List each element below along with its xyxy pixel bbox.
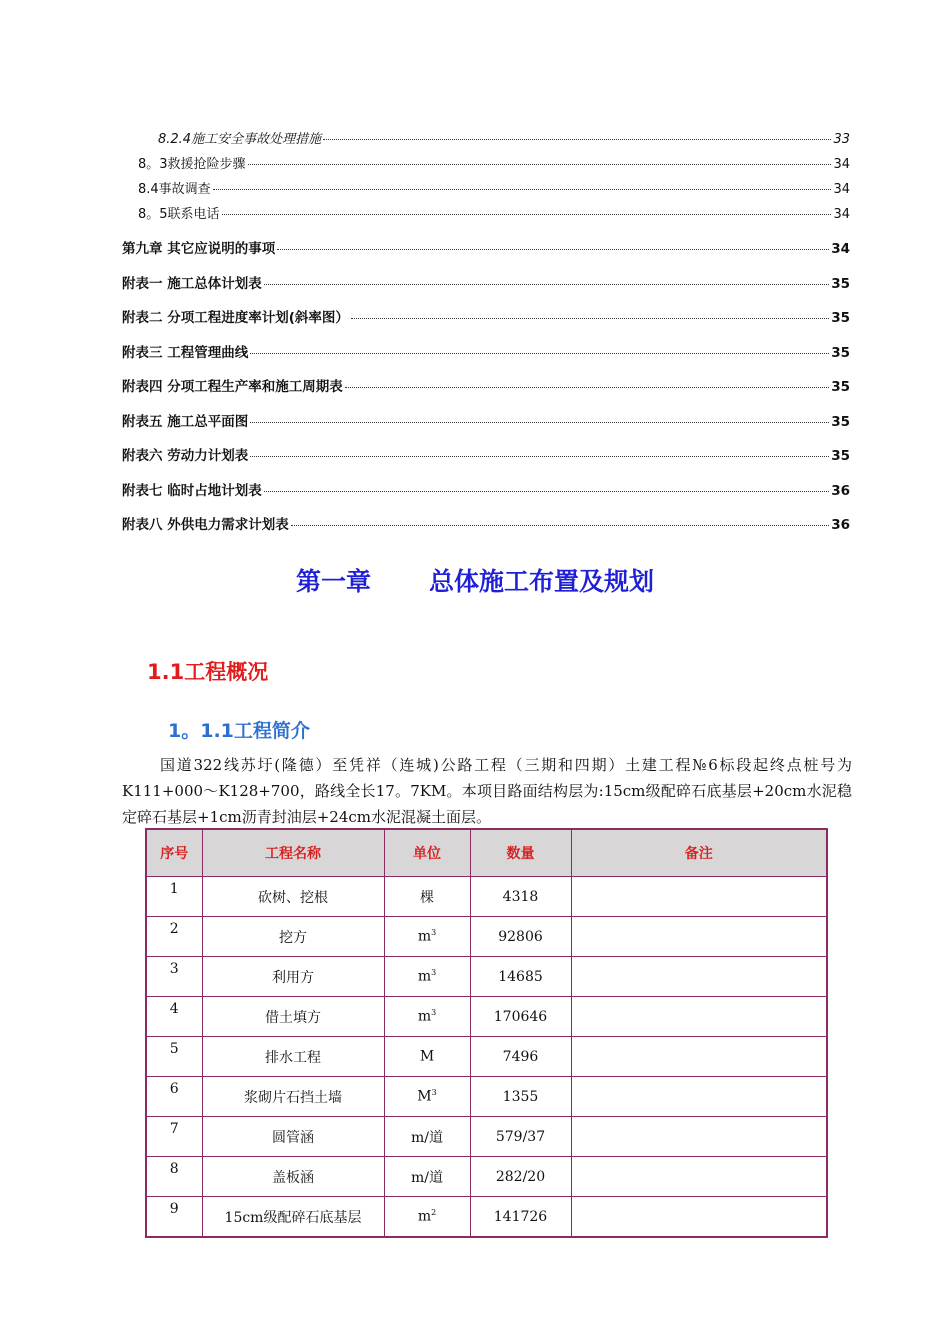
column-header: 单位: [384, 829, 470, 877]
column-header: 工程名称: [202, 829, 384, 877]
toc-leader-dots: [213, 189, 832, 190]
note-cell: [571, 877, 827, 917]
toc-entry[interactable]: [122, 375, 850, 395]
toc-leader-dots: [250, 422, 829, 423]
note-cell: [571, 1197, 827, 1238]
item-name-cell: 利用方: [202, 957, 384, 997]
unit-cell: m/道: [384, 1157, 470, 1197]
unit-cell: m/道: [384, 1117, 470, 1157]
column-header: 序号: [146, 829, 202, 877]
toc-entry[interactable]: [138, 153, 850, 172]
toc-entry-label: 8.4事故调查: [138, 182, 211, 197]
toc-leader-dots: [250, 456, 829, 457]
note-cell: [571, 1117, 827, 1157]
note-cell: [571, 1157, 827, 1197]
toc-entry[interactable]: [138, 178, 850, 197]
unit-exponent: 3: [431, 1088, 437, 1098]
toc-entry[interactable]: [122, 479, 850, 499]
row-number-cell: 2: [146, 917, 202, 957]
chapter-heading: 总体施工布置及规划: [429, 567, 655, 596]
note-cell: [571, 997, 827, 1037]
item-name-cell: 借土填方: [202, 997, 384, 1037]
quantity-cell: 1355: [470, 1077, 571, 1117]
quantity-cell: 579/37: [470, 1117, 571, 1157]
toc-leader-dots: [264, 284, 830, 285]
quantity-table: [145, 828, 828, 1238]
toc-entry[interactable]: [122, 513, 850, 533]
note-cell: [571, 1077, 827, 1117]
quantity-cell: 141726: [470, 1197, 571, 1238]
toc-page-number: 35: [831, 414, 850, 430]
unit-cell: $m^3$: [384, 957, 470, 997]
table-row: [146, 957, 827, 997]
note-cell: [571, 957, 827, 997]
toc-page-number: 34: [831, 241, 850, 257]
toc-entry-label: 附表一 施工总体计划表: [122, 276, 262, 292]
item-name-cell: 排水工程: [202, 1037, 384, 1077]
row-number-cell: 9: [146, 1197, 202, 1238]
quantity-cell: 170646: [470, 997, 571, 1037]
toc-entry[interactable]: [138, 203, 850, 222]
toc-entry-label: 附表六 劳动力计划表: [122, 448, 249, 464]
quantity-cell: 7496: [470, 1037, 571, 1077]
quantity-cell: 4318: [470, 877, 571, 917]
toc-entry-label: 附表八 外供电力需求计划表: [122, 517, 289, 533]
toc-page-number: 36: [831, 483, 850, 499]
unit-exponent: 2: [431, 1208, 437, 1218]
column-header: 数量: [470, 829, 571, 877]
toc-leader-dots: [248, 164, 832, 165]
toc-leader-dots: [264, 491, 830, 492]
toc-entry-label: 附表四 分项工程生产率和施工周期表: [122, 379, 343, 395]
unit-cell: $m^3$: [384, 917, 470, 957]
toc-leader-dots: [291, 525, 830, 526]
unit-exponent: 3: [431, 928, 437, 938]
toc-page-number: 34: [833, 207, 850, 222]
row-number-cell: 7: [146, 1117, 202, 1157]
toc-leader-dots: [250, 353, 829, 354]
unit-cell: M: [384, 1037, 470, 1077]
toc-entry[interactable]: [122, 410, 850, 430]
intro-paragraph: 国道322线苏圩(隆德）至凭祥（连城)公路工程（三期和四期）土建工程№6标段起终点桩号为K111+000～K128+700，路线全长17。7KM。本项目路面结构层为:15cm级配碎石底基层+20cm水泥稳定碎石基层+1cm沥青封油层+24cm水泥混凝土面层。: [122, 756, 852, 826]
note-cell: [571, 1037, 827, 1077]
item-name-cell: 盖板涵: [202, 1157, 384, 1197]
toc-page-number: 35: [831, 345, 850, 361]
row-number-cell: 3: [146, 957, 202, 997]
row-number-cell: 8: [146, 1157, 202, 1197]
toc-entry-label: 第九章 其它应说明的事项: [122, 241, 276, 257]
toc-page-number: 35: [831, 379, 850, 395]
unit-exponent: 3: [431, 968, 437, 978]
toc-leader-dots: [323, 139, 831, 140]
toc-entry-label: 附表二 分项工程进度率计划(斜率图）: [122, 310, 349, 326]
unit-cell: $m^3$: [384, 997, 470, 1037]
quantity-cell: 282/20: [470, 1157, 571, 1197]
toc-leader-dots: [351, 318, 829, 319]
toc-entry[interactable]: [122, 306, 850, 326]
item-name-cell: 15cm级配碎石底基层: [202, 1197, 384, 1238]
toc-page-number: 36: [831, 517, 850, 533]
note-cell: [571, 917, 827, 957]
row-number-cell: 6: [146, 1077, 202, 1117]
toc-leader-dots: [222, 214, 832, 215]
table-row: [146, 1117, 827, 1157]
item-name-cell: 砍树、挖根: [202, 877, 384, 917]
toc-leader-dots: [277, 249, 829, 250]
table-row: [146, 997, 827, 1037]
toc-page-number: 33: [833, 132, 850, 147]
chapter-title: [0, 562, 950, 598]
item-name-cell: 浆砌片石挡土墙: [202, 1077, 384, 1117]
item-name-cell: 圆管涵: [202, 1117, 384, 1157]
table-row: [146, 1157, 827, 1197]
toc-page-number: 34: [833, 157, 850, 172]
toc-entry-label: 附表五 施工总平面图: [122, 414, 249, 430]
unit-cell: 棵: [384, 877, 470, 917]
toc-page-number: 35: [831, 310, 850, 326]
unit-cell: $M^3$: [384, 1077, 470, 1117]
toc-leader-dots: [345, 387, 830, 388]
table-row: [146, 1197, 827, 1238]
toc-entry-label: 附表七 临时占地计划表: [122, 483, 262, 499]
unit-exponent: 3: [431, 1008, 437, 1018]
toc-entry-label: 8。5联系电话: [138, 207, 220, 222]
item-name-cell: 挖方: [202, 917, 384, 957]
toc-entry-label: 8.2.4施工安全事故处理措施: [158, 132, 322, 147]
row-number-cell: 4: [146, 997, 202, 1037]
table-header-row: [146, 829, 827, 877]
row-number-cell: 1: [146, 877, 202, 917]
quantity-cell: 92806: [470, 917, 571, 957]
toc-entry[interactable]: [158, 128, 850, 147]
toc-entry[interactable]: [122, 272, 850, 292]
chapter-number: 第一章: [295, 567, 371, 596]
toc-entry[interactable]: [122, 341, 850, 361]
toc-page-number: 35: [831, 276, 850, 292]
table-row: [146, 1037, 827, 1077]
unit-cell: $m^2$: [384, 1197, 470, 1238]
toc-entry[interactable]: [122, 444, 850, 464]
toc-page-number: 35: [831, 448, 850, 464]
quantity-cell: 14685: [470, 957, 571, 997]
toc-entry-label: 8。3救援抢险步骤: [138, 157, 246, 172]
subsection-heading: 1。1.1工程简介: [168, 720, 310, 742]
table-row: [146, 917, 827, 957]
toc-entry-label: 附表三 工程管理曲线: [122, 345, 249, 361]
toc-page-number: 34: [833, 182, 850, 197]
toc-entry[interactable]: [122, 237, 850, 257]
table-row: [146, 1077, 827, 1117]
row-number-cell: 5: [146, 1037, 202, 1077]
column-header: 备注: [571, 829, 827, 877]
table-row: [146, 877, 827, 917]
section-heading: 1.1工程概况: [147, 660, 269, 684]
